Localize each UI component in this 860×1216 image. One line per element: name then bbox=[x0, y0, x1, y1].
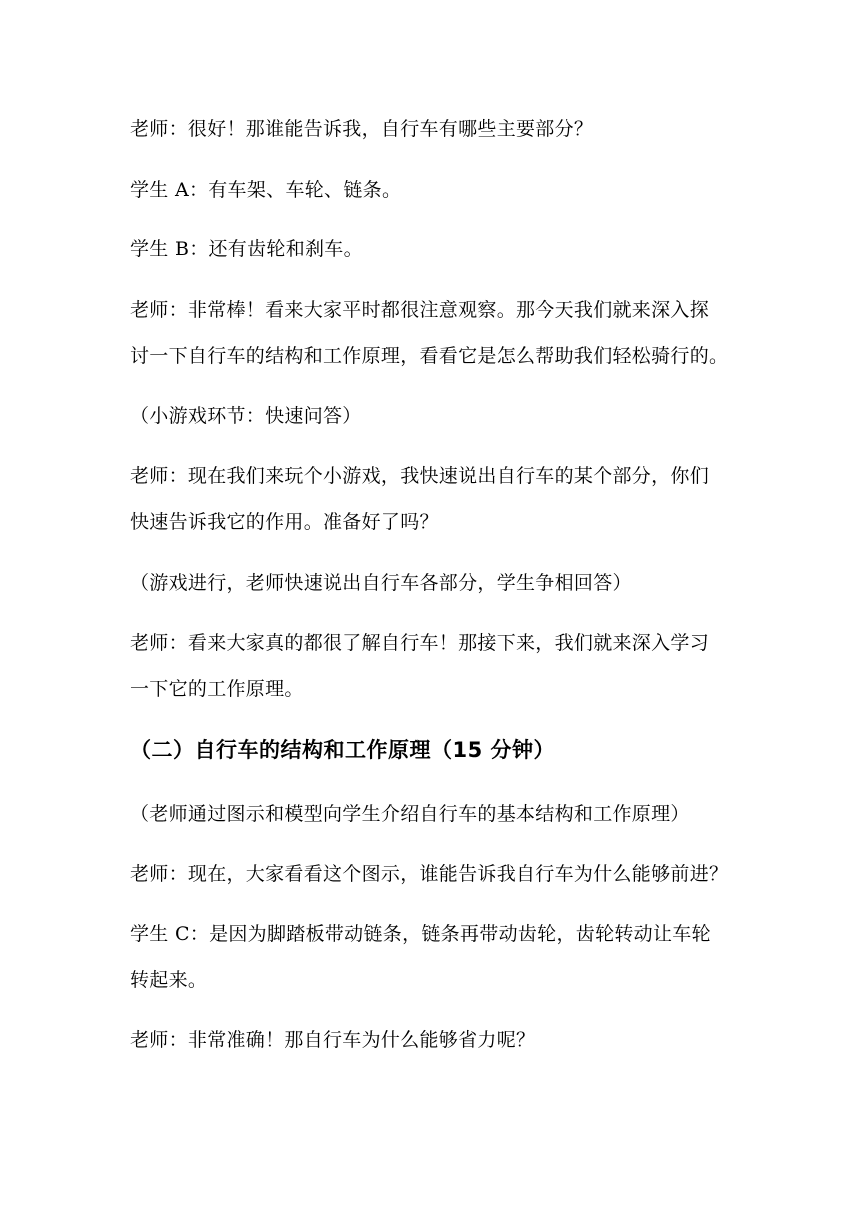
dialogue-line-teacher: 老师：非常准确！那自行车为什么能够省力呢？ bbox=[130, 1029, 536, 1051]
dialogue-line-teacher: 老师：现在，大家看看这个图示，谁能告诉我自行车为什么能够前进？ bbox=[130, 863, 729, 885]
stage-direction: （老师通过图示和模型向学生介绍自行车的基本结构和工作原理） bbox=[130, 803, 690, 825]
dialogue-line-continuation: 快速告诉我它的作用。准备好了吗？ bbox=[130, 511, 439, 533]
dialogue-line-teacher: 老师：现在我们来玩个小游戏，我快速说出自行车的某个部分，你们 bbox=[130, 465, 710, 487]
dialogue-line-teacher: 老师：看来大家真的都很了解自行车！那接下来，我们就来深入学习 bbox=[130, 632, 710, 654]
dialogue-line-student-b: 学生 B：还有齿轮和刹车。 bbox=[130, 238, 363, 260]
section-heading: （二）自行车的结构和工作原理（15 分钟） bbox=[130, 738, 556, 762]
dialogue-line-teacher: 老师：很好！那谁能告诉我，自行车有哪些主要部分？ bbox=[130, 118, 594, 140]
stage-direction: （小游戏环节：快速问答） bbox=[130, 405, 362, 427]
dialogue-line-student-c: 学生 C：是因为脚踏板带动链条，链条再带动齿轮，齿轮转动让车轮 bbox=[130, 923, 711, 945]
stage-direction: （游戏进行，老师快速说出自行车各部分，学生争相回答） bbox=[130, 572, 632, 594]
dialogue-line-student-a: 学生 A：有车架、车轮、链条。 bbox=[130, 179, 402, 201]
dialogue-line-continuation: 一下它的工作原理。 bbox=[130, 678, 304, 700]
dialogue-line-teacher: 老师：非常棒！看来大家平时都很注意观察。那今天我们就来深入探 bbox=[130, 299, 710, 321]
dialogue-line-continuation: 转起来。 bbox=[130, 969, 208, 991]
dialogue-line-continuation: 讨一下自行车的结构和工作原理，看看它是怎么帮助我们轻松骑行的。 bbox=[130, 345, 729, 367]
